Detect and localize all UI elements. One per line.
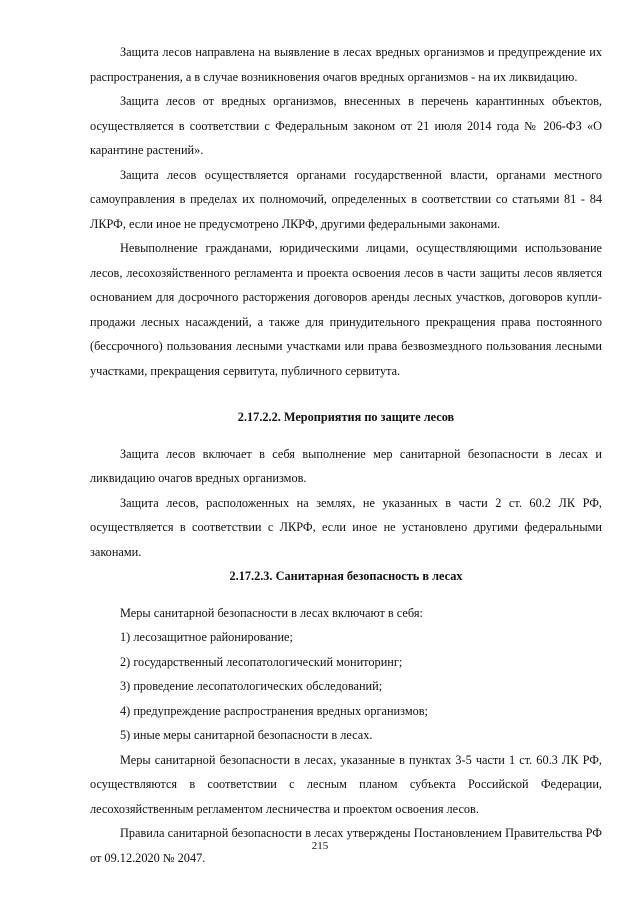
paragraph: Защита лесов включает в себя выполнение мер санитарной безопасности в лесах и ликвидацию очагов вредных организмов. bbox=[90, 446, 602, 485]
list-item: 3) проведение лесопатологических обследований; bbox=[120, 679, 383, 693]
paragraph: Невыполнение гражданами, юридическими лицами, осуществляющими использование лесов, лесохозяйственного регламента и проекта освоения лесов в части защиты лесов является основанием для досрочного расторжения договоров аренды лесных участков, договоров купли-продажи лесных насаждений, а также для принудительного прекращения права постоянного (бессрочного) пользования лесными участками или права безвозмездного пользования лесными участками, прекращения сервитута, публичного сервитута. bbox=[90, 241, 602, 378]
section-heading-protection-measures: 2.17.2.2. Мероприятия по защите лесов bbox=[237, 410, 455, 424]
list-intro: Меры санитарной безопасности в лесах включают в себя: bbox=[120, 605, 423, 620]
section-heading-wrapper bbox=[90, 405, 602, 430]
section-heading-sanitary-safety: 2.17.2.3. Санитарная безопасность в лесах bbox=[229, 569, 463, 583]
list-item: 5) иные меры санитарной безопасности в лесах. bbox=[120, 728, 373, 742]
page-number: 215 bbox=[311, 840, 329, 852]
paragraph: Меры санитарной безопасности в лесах, указанные в пунктах 3-5 части 1 ст. 60.3 ЛК РФ, осуществляются в соответствии с лесным планом субъекта Российской Федерации, лесохозяйственным регламентом лесничества и проектом освоения лесов. bbox=[90, 752, 602, 816]
paragraph: Правила санитарной безопасности в лесах утверждены Постановлением Правительства РФ от 09.12.2020 № 2047. bbox=[90, 826, 602, 865]
paragraph: Защита лесов от вредных организмов, внесенных в перечень карантинных объектов, осуществляется в соответствии с Федеральным законом от 21 июля 2014 года № 206-ФЗ «О карантине растений». bbox=[90, 94, 602, 157]
paragraph: Защита лесов осуществляется органами государственной власти, органами местного самоуправления в пределах их полномочий, определенных в соответствии со статьями 81 - 84 ЛКРФ, если иное не предусмотрено ЛКРФ, другими федеральными законами. bbox=[90, 167, 602, 231]
list-item: 4) предупреждение распространения вредных организмов; bbox=[120, 703, 428, 718]
paragraph: Защита лесов, расположенных на землях, не указанных в части 2 ст. 60.2 ЛК РФ, осуществляется в соответствии с ЛКРФ, если иное не установлено другими федеральными законами. bbox=[90, 495, 602, 559]
paragraph: Защита лесов направлена на выявление в лесах вредных организмов и предупреждение их распространения, а в случае возникновения очагов вредных организмов - на их ликвидацию. bbox=[90, 45, 602, 84]
section-heading-wrapper bbox=[90, 564, 602, 589]
page-content bbox=[90, 40, 602, 870]
list-item: 1) лесозащитное районирование; bbox=[120, 630, 293, 644]
list-item: 2) государственный лесопатологический мониторинг; bbox=[120, 654, 403, 669]
